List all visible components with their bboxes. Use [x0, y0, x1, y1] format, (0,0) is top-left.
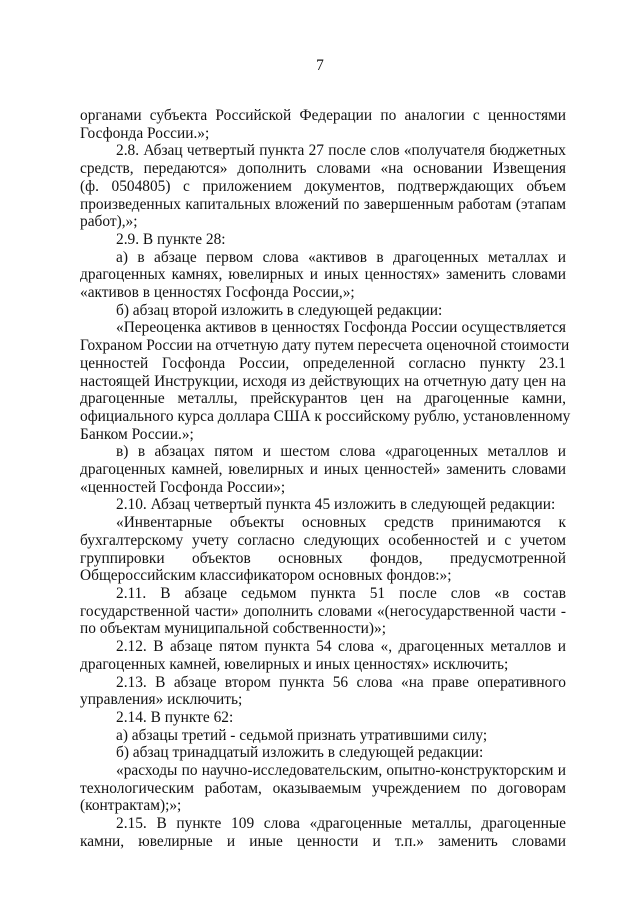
paragraph — [80, 443, 566, 496]
paragraph — [80, 815, 566, 850]
text-line: драгоценных камнях, ювелирных и иных ценностях» заменить словами — [80, 266, 566, 284]
text-line: «активов в ценностях Госфонда России,»; — [80, 284, 355, 302]
text-line: работ),»; — [80, 213, 138, 231]
paragraph — [80, 744, 566, 762]
text-line: камни, ювелирные и иные ценности и т.п.» заменить словами — [80, 832, 566, 850]
text-line: драгоценных камней, ювелирных и иных ценностей» заменить словами — [80, 461, 566, 479]
page-number: 7 — [316, 57, 324, 74]
paragraph — [80, 231, 566, 249]
paragraph — [80, 319, 571, 443]
text-line: драгоценных камней, ювелирных и иных ценностях» исключить; — [80, 655, 509, 673]
text-line: 2.13. В абзаце втором пункта 56 слова «на праве оперативного — [116, 673, 566, 691]
text-line: ценностей Госфонда России, определенной согласно пункту 23.1 — [80, 354, 566, 372]
text-line: средств, передаются» дополнить словами «на основании Извещения — [80, 160, 566, 178]
text-line: по объектам муниципальной собственности)»; — [80, 620, 386, 638]
text-line: 2.8. Абзац четвертый пункта 27 после слов «получателя бюджетных — [116, 142, 566, 160]
text-line: произведенных капитальных вложений по завершенным работам (этапам — [80, 195, 566, 213]
text-line: государственной части» дополнить словами «(негосударственной части - — [80, 602, 566, 620]
paragraph — [80, 302, 566, 320]
text-line: «Инвентарные объекты основных средств принимаются к — [116, 514, 566, 532]
paragraph — [80, 638, 566, 673]
paragraph — [80, 709, 566, 727]
text-line: (ф. 0504805) с приложением документов, подтверждающих объем — [80, 177, 566, 195]
text-line: бухгалтерскому учету согласно следующих особенностей и с учетом — [80, 531, 566, 549]
text-line: (контрактам);»; — [80, 797, 182, 815]
text-line: 2.15. В пункте 109 слова «драгоценные металлы, драгоценные — [116, 815, 566, 833]
text-line: Банком России.»; — [80, 425, 194, 443]
text-line: «Переоценка активов в ценностях Госфонда России осуществляется — [116, 319, 566, 337]
text-line: а) в абзаце первом слова «активов в драгоценных металлах и — [116, 248, 566, 266]
text-line: 2.10. Абзац четвертый пункта 45 изложить в следующей редакции: — [116, 496, 556, 514]
text-line: Общероссийским классификатором основных фондов:»; — [80, 567, 452, 585]
text-line: б) абзац второй изложить в следующей редакции: — [116, 301, 443, 319]
text-line: технологическим работам, оказываемым учреждением по договорам — [80, 779, 566, 797]
paragraph — [80, 142, 566, 231]
text-line: а) абзацы третий - седьмой признать утратившими силу; — [116, 726, 488, 744]
paragraph — [80, 107, 566, 142]
text-line: 2.12. В абзаце пятом пункта 54 слова «, драгоценных металлов и — [116, 638, 566, 656]
document-body — [80, 107, 571, 851]
text-line: «ценностей Госфонда России»; — [80, 478, 286, 496]
paragraph — [80, 762, 566, 815]
text-line: 2.9. В пункте 28: — [116, 230, 226, 248]
paragraph — [80, 496, 566, 514]
text-line: драгоценные металлы, прейскурантов цен на драгоценные камни, — [80, 390, 566, 408]
text-line: «расходы по научно-исследовательским, опытно-конструкторским и — [116, 762, 566, 780]
text-line: группировки объектов основных фондов, предусмотренной — [80, 549, 566, 567]
text-line: в) в абзацах пятом и шестом слова «драгоценных металлов и — [116, 443, 566, 461]
text-line: Госфонда России.»; — [80, 124, 210, 142]
text-line: Гохраном России на отчетную дату путем пересчета оценочной стоимости — [80, 337, 570, 355]
paragraph — [80, 514, 566, 585]
text-line: б) абзац тринадцатый изложить в следующей редакции: — [116, 744, 484, 762]
text-line: настоящей Инструкции, исходя из действующих на отчетную дату цен на — [80, 372, 566, 390]
text-line: 2.11. В абзаце седьмом пункта 51 после слов «в состав — [116, 584, 566, 602]
text-line: органами субъекта Российской Федерации по аналогии с ценностями — [80, 107, 566, 124]
paragraph — [80, 585, 566, 638]
text-line: управления» исключить; — [80, 691, 243, 709]
paragraph — [80, 727, 566, 745]
text-line: официального курса доллара США к российскому рублю, установленному — [80, 407, 571, 425]
text-line: 2.14. В пункте 62: — [116, 708, 234, 726]
paragraph — [80, 249, 566, 302]
paragraph — [80, 674, 566, 709]
